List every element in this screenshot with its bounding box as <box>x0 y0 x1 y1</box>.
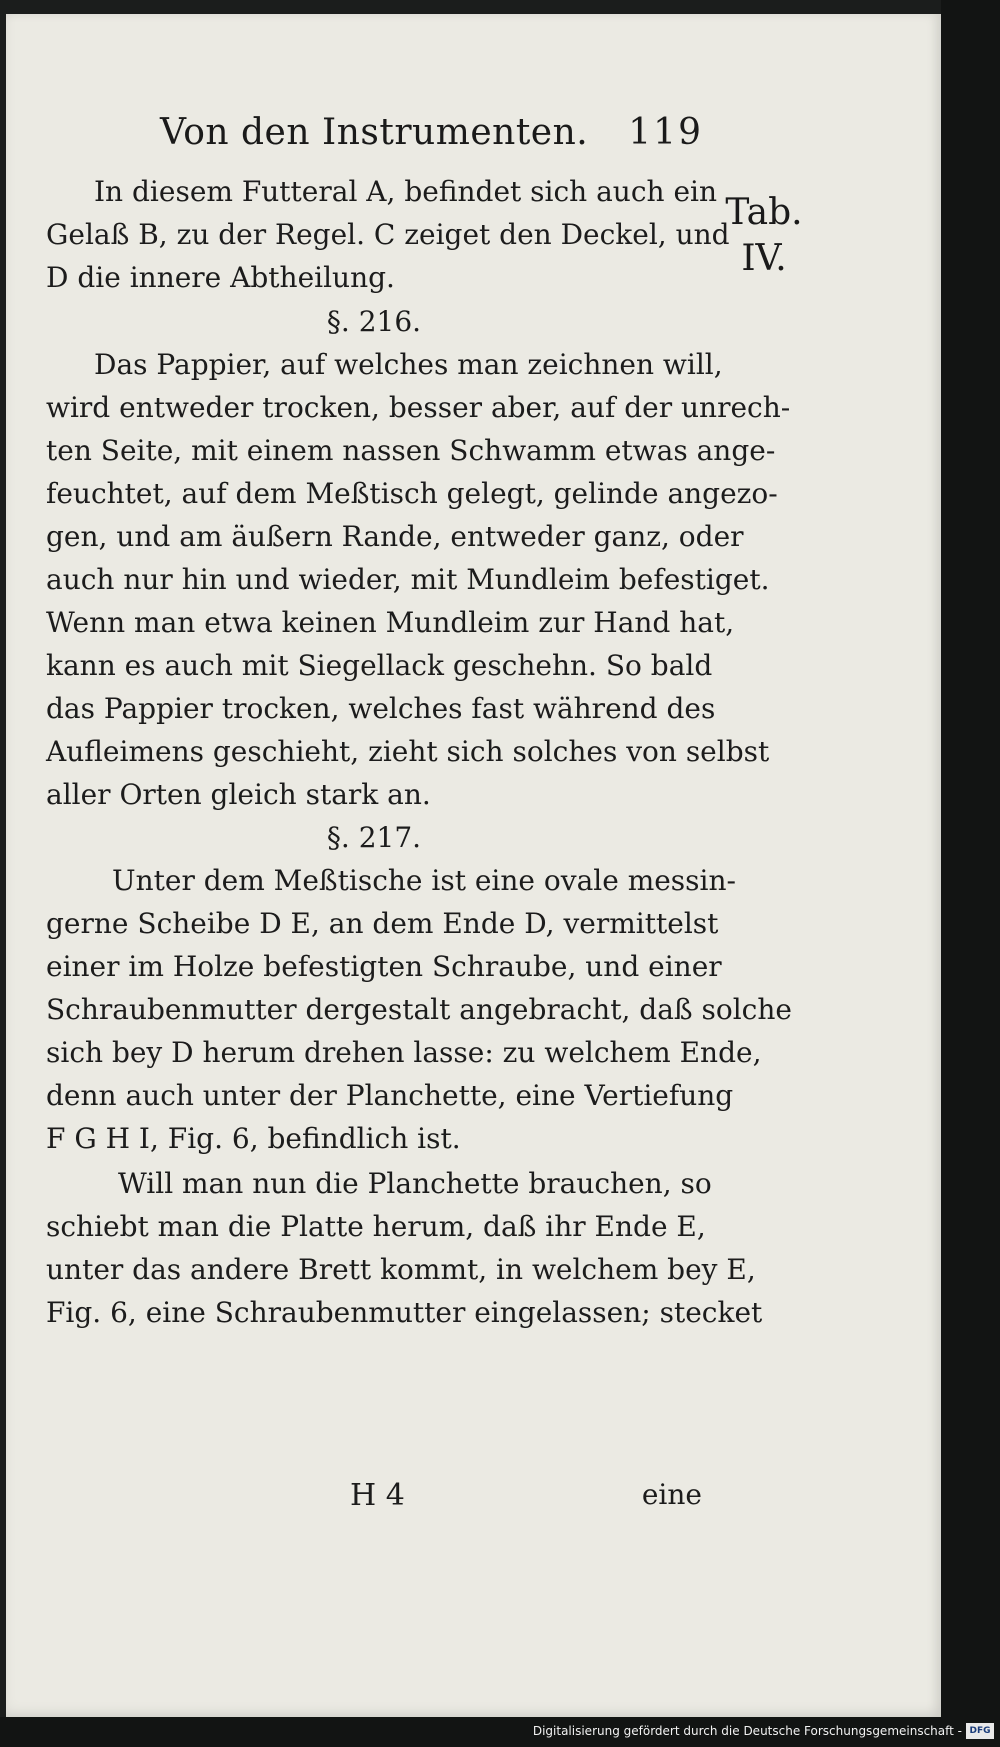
text-line: Aufleimens geschieht, zieht sich solches von selbst <box>46 735 770 768</box>
page-number: 119 <box>628 112 703 153</box>
text-line: einer im Holze befestigten Schraube, und einer <box>46 950 722 983</box>
margin-note-plate: IV. <box>741 238 787 279</box>
text-line: Unter dem Meßtische ist eine ovale messin- <box>112 864 736 897</box>
text-line: gerne Scheibe D E, an dem Ende D, vermittelst <box>46 907 719 940</box>
text-line: aller Orten gleich stark an. <box>46 778 431 811</box>
text-line: Gelaß B, zu der Regel. C zeiget den Deckel, und <box>46 218 730 251</box>
text-line: denn auch unter der Planchette, eine Vertiefung <box>46 1079 734 1112</box>
text-line: Schraubenmutter dergestalt angebracht, daß solche <box>46 993 792 1026</box>
text-line: Will man nun die Planchette brauchen, so <box>118 1167 712 1200</box>
text-line: D die innere Abtheilung. <box>46 261 395 294</box>
signature-mark: H 4 <box>350 1478 405 1513</box>
text-line: feuchtet, auf dem Meßtisch gelegt, gelinde angezo- <box>46 477 778 510</box>
text-line: In diesem Futteral A, befindet sich auch ein <box>94 175 718 208</box>
section-heading-216: §. 216. <box>326 305 422 338</box>
text-line: kann es auch mit Siegellack geschehn. So bald <box>46 649 713 682</box>
margin-note <box>724 190 804 282</box>
margin-note-tab: Tab. <box>725 192 803 233</box>
text-line: sich bey D herum drehen lasse: zu welchem Ende, <box>46 1036 762 1069</box>
text-line: Fig. 6, eine Schraubenmutter eingelassen; stecket <box>46 1296 763 1329</box>
text-line: auch nur hin und wieder, mit Mundleim befestiget. <box>46 563 770 596</box>
catchword: eine <box>641 1478 702 1511</box>
text-line: F G H I, Fig. 6, befindlich ist. <box>46 1122 461 1155</box>
running-title: Von den Instrumenten. <box>160 112 589 153</box>
text-line: wird entweder trocken, besser aber, auf der unrech- <box>46 391 791 424</box>
section-heading-217: §. 217. <box>326 821 422 854</box>
dfg-logo: DFG <box>966 1723 994 1739</box>
text-line: Wenn man etwa keinen Mundleim zur Hand hat, <box>46 606 735 639</box>
scan-background-edge <box>941 0 1000 1747</box>
digitization-credit: Digitalisierung gefördert durch die Deutsche Forschungsgemeinschaft - <box>532 1724 962 1738</box>
text-line: ten Seite, mit einem nassen Schwamm etwas ange- <box>46 434 776 467</box>
text-line: Das Pappier, auf welches man zeichnen will, <box>94 348 723 381</box>
text-line: unter das andere Brett kommt, in welchem bey E, <box>46 1253 756 1286</box>
text-line: schiebt man die Platte herum, daß ihr Ende E, <box>46 1210 706 1243</box>
text-line: das Pappier trocken, welches fast während des <box>46 692 716 725</box>
text-line: gen, und am äußern Rande, entweder ganz, oder <box>46 520 744 553</box>
